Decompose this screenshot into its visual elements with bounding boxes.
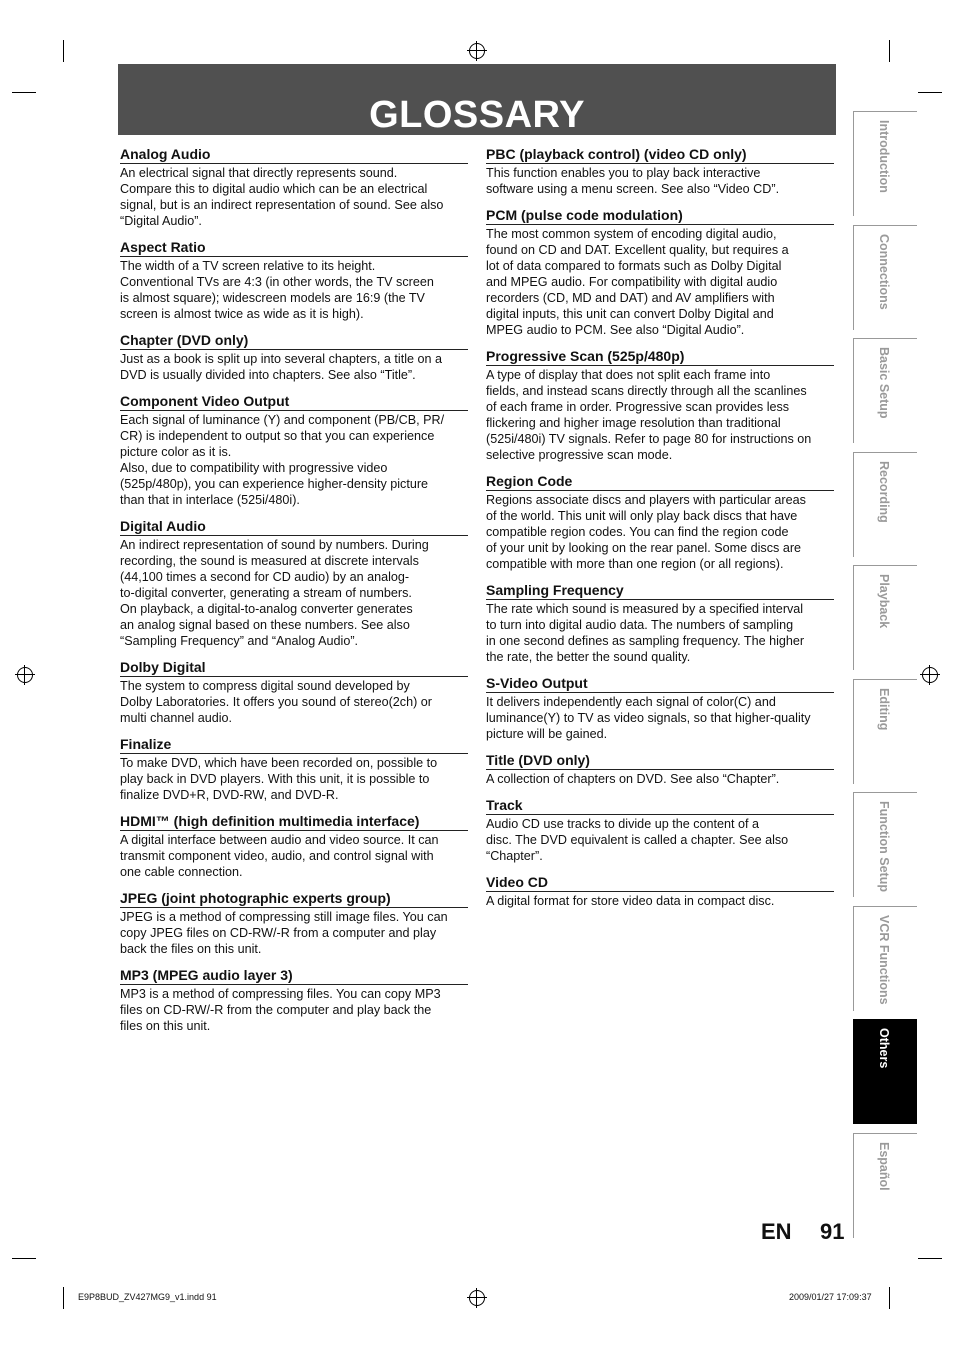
crop-mark [12,1258,36,1259]
crop-mark [63,40,64,62]
footer-timestamp: 2009/01/27 17:09:37 [789,1292,872,1302]
registration-mark-icon [469,1290,485,1306]
glossary-definition: JPEG is a method of compressing still image files. You can copy JPEG files on CD-RW/-R from a computer and play back the files on this unit. [120,910,448,956]
glossary-entry [120,966,468,1034]
glossary-right-column [486,145,834,918]
side-tab-label: VCR Functions [877,914,891,1005]
glossary-term: JPEG (joint photographic experts group) [120,889,468,908]
crop-mark [63,1287,64,1309]
glossary-term: Region Code [486,472,834,491]
glossary-entry [120,238,468,322]
glossary-entry [486,873,834,909]
glossary-entry [120,658,468,726]
glossary-definition: MP3 is a method of compressing files. You can copy MP3 files on CD-RW/-R from the computer and play back the files on this unit. [120,987,441,1033]
crop-mark [889,40,890,62]
glossary-definition: A digital interface between audio and video source. It can transmit component video, audio, and control signal with one cable connection. [120,833,439,879]
glossary-term: Video CD [486,873,834,892]
glossary-term: Progressive Scan (525p/480p) [486,347,834,366]
glossary-definition: The most common system of encoding digital audio, found on CD and DAT. Excellent quality, but requires a lot of data compared to formats such as Dolby Digital and MPEG audio. For compatibility with digital audio recorders (CD, MD and DAT) and AV amplifiers with digital inputs, this unit can convert Dolby Digital and MPEG audio to PCM. See also “Digital Audio”. [486,227,789,337]
glossary-entry [120,735,468,803]
glossary-entry [120,812,468,880]
side-tab[interactable] [853,111,917,216]
glossary-term: PCM (pulse code modulation) [486,206,834,225]
glossary-definition: The width of a TV screen relative to its height. Conventional TVs are 4:3 (in other words, the TV screen is almost square); widescreen models are 16:9 (the TV screen is almost twice as wide as it is high). [120,259,434,321]
side-tab[interactable] [853,906,917,1011]
glossary-entry [120,331,468,383]
glossary-definition: Regions associate discs and players with particular areas of the world. This unit will only play back discs that have compatible region codes. You can find the region code of your unit by looking on the rear panel. Some discs are compatible with more than one region (or all regions). [486,493,806,571]
glossary-entry [120,392,468,508]
side-tab[interactable] [853,452,917,557]
glossary-term: Analog Audio [120,145,468,164]
side-tab[interactable] [853,338,917,443]
side-tab[interactable] [853,225,917,330]
glossary-left-column [120,145,468,1043]
glossary-entry [486,472,834,572]
glossary-definition: Just as a book is split up into several chapters, a title on a DVD is usually divided into chapters. See also “Title”. [120,352,443,382]
glossary-entry [120,517,468,649]
glossary-definition: The system to compress digital sound developed by Dolby Laboratories. It offers you sound of stereo(2ch) or multi channel audio. [120,679,432,725]
glossary-definition: Audio CD use tracks to divide up the content of a disc. The DVD equivalent is called a chapter. See also “Chapter”. [486,817,789,863]
side-tab[interactable] [853,565,917,670]
glossary-definition: The rate which sound is measured by a specified interval to turn into digital audio data. The numbers of sampling in one second defines as sampling frequency. The higher the rate, the better the sound quality. [486,602,805,664]
crop-mark [918,1258,942,1259]
side-tab[interactable] [853,1133,917,1238]
glossary-definition: An indirect representation of sound by numbers. During recording, the sound is measured at discrete intervals (44,100 times a second for CD audio) by an analog- to-digital converter, generating a stream of numbers. On playback, a digital-to-analog converter generates an analog signal based on these numbers. See also “Sampling Frequency” and “Analog Audio”. [120,538,429,648]
glossary-definition: It delivers independently each signal of color(C) and luminance(Y) to TV as video signals, so that higher-quality picture will be gained. [486,695,811,741]
glossary-term: Dolby Digital [120,658,468,677]
glossary-entry [120,145,468,229]
registration-mark-icon [922,667,938,683]
side-tab[interactable] [853,1019,917,1124]
glossary-term: Aspect Ratio [120,238,468,257]
glossary-term: Digital Audio [120,517,468,536]
glossary-entry [120,889,468,957]
side-tab-label: Connections [877,233,891,310]
language-code: EN [761,1219,792,1244]
glossary-term: Sampling Frequency [486,581,834,600]
side-tab[interactable] [853,792,917,897]
side-tab-label: Function Setup [877,801,891,892]
glossary-term: Title (DVD only) [486,751,834,770]
glossary-term: HDMI™ (high definition multimedia interface) [120,812,468,831]
glossary-term: S-Video Output [486,674,834,693]
glossary-definition: Each signal of luminance (Y) and component (PB/CB, PR/ CR) is independent to output so that you can experience picture color as it is. Also, due to compatibility with progressive video (525p/480p), you can experience higher-density picture than that in interlace (525i/480i). [120,413,445,507]
side-tab-label: Playback [877,574,891,629]
glossary-entry [486,347,834,463]
side-tab-label: Editing [877,687,891,730]
glossary-term: MP3 (MPEG audio layer 3) [120,966,468,985]
glossary-definition: To make DVD, which have been recorded on, possible to play back in DVD players. With this unit, it is possible to finalize DVD+R, DVD-RW, and DVD-R. [120,756,438,802]
side-tab-label: Español [877,1141,891,1191]
title-banner [118,64,836,135]
glossary-term: Chapter (DVD only) [120,331,468,350]
glossary-term: Finalize [120,735,468,754]
side-tab-label: Introduction [877,120,891,193]
crop-mark [12,92,36,93]
glossary-entry [486,751,834,787]
page-title: GLOSSARY [369,94,585,136]
glossary-entry [486,581,834,665]
registration-mark-icon [17,667,33,683]
glossary-entry [486,796,834,864]
side-tab-label: Basic Setup [877,347,891,419]
glossary-definition: An electrical signal that directly represents sound. Compare this to digital audio which can be an electrical signal, but is an indirect representation of sound. See also “Digital Audio”. [120,166,444,228]
glossary-entry [486,145,834,197]
glossary-term: PBC (playback control) (video CD only) [486,145,834,164]
glossary-definition: A collection of chapters on DVD. See also “Chapter”. [486,772,780,786]
side-tab-label: Others [877,1028,891,1069]
glossary-definition: A type of display that does not split each frame into fields, and instead scans directly through all the scanlines of each frame in order. Progressive scan provides less flickering and higher image resolution than traditional (525i/480i) TV signals. Refer to page 80 for instructions on selective progressive scan mode. [486,368,812,462]
page-number: 91 [820,1219,845,1244]
glossary-term: Track [486,796,834,815]
footer-file-info: E9P8BUD_ZV427MG9_v1.indd 91 [78,1292,217,1302]
glossary-definition: This function enables you to play back interactive software using a menu screen. See also “Video CD”. [486,166,780,196]
registration-mark-icon [469,43,485,59]
glossary-entry [486,674,834,742]
glossary-definition: A digital format for store video data in compact disc. [486,894,775,908]
glossary-entry [486,206,834,338]
side-tab[interactable] [853,679,917,784]
crop-mark [918,92,942,93]
side-tab-label: Recording [877,460,891,523]
crop-mark [889,1287,890,1309]
glossary-term: Component Video Output [120,392,468,411]
